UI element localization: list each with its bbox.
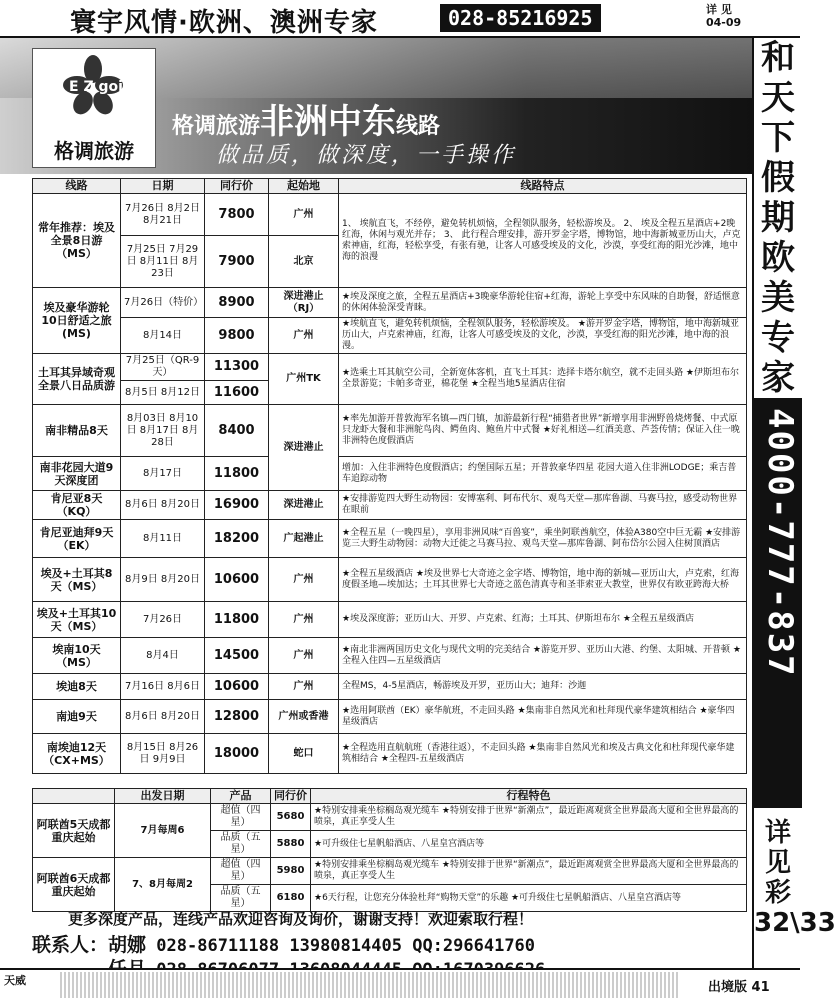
col-price: 同行价 bbox=[205, 179, 269, 194]
origin-cell: 广州或香港 bbox=[269, 700, 339, 734]
title-suffix: 线路 bbox=[396, 114, 441, 139]
date-cell: 8月5日 8月12日 bbox=[121, 381, 205, 405]
date-cell: 8月6日 8月20日 bbox=[121, 700, 205, 734]
contact-1 bbox=[32, 930, 535, 957]
logo-mark: E Z going bbox=[69, 79, 143, 95]
table-row bbox=[33, 558, 747, 602]
contact-1-tel: 028-86711188 bbox=[156, 936, 280, 956]
date-cell: 7月26日 bbox=[121, 602, 205, 638]
top-ref bbox=[706, 3, 741, 29]
uae-col-features: 行程特色 bbox=[311, 789, 747, 804]
product-cell: 超值（四星） bbox=[211, 804, 271, 831]
features-cell: ★率先加游开普敦海军名镇—西门镇，加游最新行程“捕猎者世界”新增享用非洲野兽烧烤餐、中式原只龙虾大餐和非洲鸵鸟肉、鳄鱼肉、鲍鱼片中式餐 ★好礼相送—红酒美意、芦荟传情；保证入住一晚非洲特色度假酒店 bbox=[339, 405, 747, 457]
origin-cell: 深进港止 bbox=[269, 405, 339, 491]
date-cell: 7、8月每周2 bbox=[115, 858, 211, 912]
features-cell: ★选乘土耳其航空公司，全新宽体客机，直飞土耳其：选择卡塔尔航空，就不走回头路 ★伊斯坦布尔全景游览；卡帕多奇亚，棉花堡 ★全程当地5星酒店住宿 bbox=[339, 354, 747, 405]
price-cell: 9800 bbox=[205, 318, 269, 354]
table-row bbox=[33, 288, 747, 318]
side-phone-box bbox=[754, 398, 802, 808]
features-cell: 1、 埃航直飞，不经停，避免转机烦恼，全程领队服务，轻松游埃及。 2、 埃及全程五星酒店+2晚红海，休闲与观光并存； 3、 此行程合理安排，游开罗金字塔，博物馆，地中海新城亚历山大，卢克索神庙，红海，轻松享受，有张有驰，让客人可感受埃及的文化，沙漠，享受红海的阳光沙滩，地中海的浪漫 bbox=[339, 194, 747, 288]
price-cell: 16900 bbox=[205, 491, 269, 520]
product-cell: 品质（五星） bbox=[211, 831, 271, 858]
col-origin: 起始地 bbox=[269, 179, 339, 194]
route-cell: 埃及+土耳其8天（MS） bbox=[33, 558, 121, 602]
route-cell: 阿联酋6天成都重庆起始 bbox=[33, 858, 115, 912]
route-cell: 埃及豪华游轮10日舒适之旅(MS) bbox=[33, 288, 121, 354]
route-cell: 埃南10天（MS） bbox=[33, 638, 121, 674]
product-cell: 品质（五星） bbox=[211, 885, 271, 912]
origin-cell: 北京 bbox=[269, 236, 339, 288]
route-cell: 肯尼亚迪拜9天（EK） bbox=[33, 520, 121, 558]
top-ref-label: 详 见 bbox=[706, 3, 732, 16]
origin-cell: 广州 bbox=[269, 638, 339, 674]
side-see-pages: 详见彩32\33 bbox=[754, 818, 836, 938]
price-cell: 7900 bbox=[205, 236, 269, 288]
banner-slogan: 做品质，做深度，一手操作 bbox=[216, 143, 517, 168]
bottom-strip bbox=[0, 968, 800, 1002]
top-brand: 寰宇风情·欧洲、澳洲专家 bbox=[70, 8, 378, 38]
main-ad bbox=[0, 38, 752, 1000]
contact-1-mobile: 13980814405 bbox=[289, 936, 402, 956]
top-phone: 028-85216925 bbox=[440, 4, 601, 32]
date-cell: 7月16日 8月6日 bbox=[121, 674, 205, 700]
date-cell: 8月14日 bbox=[121, 318, 205, 354]
origin-cell: 广州 bbox=[269, 194, 339, 236]
uae-col-date: 出发日期 bbox=[115, 789, 211, 804]
price-cell: 8400 bbox=[205, 405, 269, 457]
uae-header-row bbox=[33, 789, 747, 804]
date-cell: 8月4日 bbox=[121, 638, 205, 674]
route-cell: 埃迪8天 bbox=[33, 674, 121, 700]
date-cell: 8月03日 8月10日 8月17日 8月28日 bbox=[121, 405, 205, 457]
route-cell: 南非花园大道9天深度团 bbox=[33, 457, 121, 491]
price-cell: 12800 bbox=[205, 700, 269, 734]
price-cell: 11800 bbox=[205, 602, 269, 638]
logo-text: 格调旅游 bbox=[54, 139, 134, 163]
features-cell: ★特别安排乘坐棕榈岛观光缆车 ★特别安排于世界“新潮点”，最近距离观赏全世界最高大厦和全世界最高的喷泉，真正享受人生 bbox=[311, 858, 747, 885]
col-route: 线路 bbox=[33, 179, 121, 194]
product-cell: 超值（四星） bbox=[211, 858, 271, 885]
origin-cell: 深进港止（RJ） bbox=[269, 288, 339, 318]
features-cell: ★埃航直飞，避免转机烦恼，全程领队服务，轻松游埃及。 ★游开罗金字塔，博物馆，地中海新城亚历山大，卢克索神庙，红海，让客人可感受埃及的文化，沙漠，享受红海的阳光沙滩，地中海的浪漫。 bbox=[339, 318, 747, 354]
table-row bbox=[33, 491, 747, 520]
price-cell: 8900 bbox=[205, 288, 269, 318]
features-cell: ★6天行程，让您充分体验杜拜“购物天堂”的乐趣 ★可升级住七星帆船酒店、八星皇宫酒店等 bbox=[311, 885, 747, 912]
origin-cell: 广州TK bbox=[269, 354, 339, 405]
features-cell: ★埃及深度游；亚历山大、开罗、卢克索、红海；土耳其、伊斯坦布尔 ★全程五星级酒店 bbox=[339, 602, 747, 638]
origin-cell: 蛇口 bbox=[269, 734, 339, 774]
price-cell: 5880 bbox=[271, 831, 311, 858]
more-products-note: 更多深度产品，连线产品欢迎咨询及询价，谢谢支持！欢迎索取行程！ bbox=[68, 910, 534, 928]
side-phone: 4000-777-837 bbox=[760, 408, 800, 678]
table-row bbox=[33, 520, 747, 558]
top-ref-pages: 04-09 bbox=[706, 16, 742, 29]
date-cell: 7月25日（QR-9天） bbox=[121, 354, 205, 381]
features-cell: ★特别安排乘坐棕榈岛观光缆车 ★特别安排于世界“新潮点”，最近距离观赏全世界最高大厦和全世界最高的喷泉，真正享受人生 bbox=[311, 804, 747, 831]
price-cell: 11300 bbox=[205, 354, 269, 381]
price-cell: 6180 bbox=[271, 885, 311, 912]
features-cell: 增加：入住非洲特色度假酒店；约堡国际五星；开普敦豪华四星 花园大道入住非洲LODGE；乘吉普车追踪动物 bbox=[339, 457, 747, 491]
table-row bbox=[33, 602, 747, 638]
features-cell: ★全程五星（一晚四星），享用非洲风味“百兽宴”，乘坐阿联酋航空，体验A380空中巨无霸 ★安排游览三大野生动物园：动物大迁徙之马赛马拉、观鸟天堂—那库鲁湖、阿布岱尔公园入住树顶酒店 bbox=[339, 520, 747, 558]
table-row bbox=[33, 194, 747, 236]
price-cell: 5680 bbox=[271, 804, 311, 831]
route-cell: 南迪9天 bbox=[33, 700, 121, 734]
side-ad bbox=[752, 38, 836, 1000]
date-cell: 7月26日 8月2日 8月21日 bbox=[121, 194, 205, 236]
title-prefix: 格调旅游 bbox=[172, 114, 261, 139]
features-cell: 全程MS，4-5星酒店，畅游埃及开罗，亚历山大；迪拜：沙迦 bbox=[339, 674, 747, 700]
date-cell: 8月17日 bbox=[121, 457, 205, 491]
bottom-fine-print bbox=[60, 972, 680, 998]
date-cell: 7月25日 7月29日 8月11日 8月23日 bbox=[121, 236, 205, 288]
date-cell: 7月26日（特价） bbox=[121, 288, 205, 318]
routes-table bbox=[32, 178, 747, 774]
table-row bbox=[33, 858, 747, 885]
top-ad-bar bbox=[0, 0, 800, 38]
side-tagline: 和天下假期欧美专家 bbox=[761, 38, 795, 398]
col-features: 线路特点 bbox=[339, 179, 747, 194]
features-cell: ★全程选用直航航班（香港往返），不走回头路 ★集南非自然风光和埃及古典文化和杜拜现代豪华建筑相结合 ★全程四-五星级酒店 bbox=[339, 734, 747, 774]
features-cell: ★选用阿联酋（EK）豪华航班，不走回头路 ★集南非自然风光和杜拜现代豪华建筑相结合 ★豪华四星级酒店 bbox=[339, 700, 747, 734]
origin-cell: 深进港止 bbox=[269, 491, 339, 520]
price-cell: 10600 bbox=[205, 558, 269, 602]
features-cell: ★埃及深度之旅，全程五星酒店+3晚豪华游轮住宿+红海，游轮上享受中东风味的自助餐，舒适惬意的休闲体验深受青睐。 bbox=[339, 288, 747, 318]
date-cell: 8月15日 8月26日 9月9日 bbox=[121, 734, 205, 774]
features-cell: ★南北非洲两国历史文化与现代文明的完美结合 ★游览开罗、亚历山大港、约堡、太阳城、开普顿 ★全程入住四—五星级酒店 bbox=[339, 638, 747, 674]
table-row bbox=[33, 318, 747, 354]
route-cell: 埃及+土耳其10天（MS） bbox=[33, 602, 121, 638]
origin-cell: 广州 bbox=[269, 674, 339, 700]
price-cell: 11800 bbox=[205, 457, 269, 491]
price-cell: 11600 bbox=[205, 381, 269, 405]
route-cell: 常年推荐：埃及全景8日游（MS） bbox=[33, 194, 121, 288]
date-cell: 8月6日 8月20日 bbox=[121, 491, 205, 520]
price-cell: 10600 bbox=[205, 674, 269, 700]
uae-col-route bbox=[33, 789, 115, 804]
date-cell: 7月每周6 bbox=[115, 804, 211, 858]
features-cell: ★安排游览四大野生动物园：安博塞利、阿布代尔、观鸟天堂—那库鲁湖、马赛马拉，感受动物世界在眼前 bbox=[339, 491, 747, 520]
table-row bbox=[33, 638, 747, 674]
date-cell: 8月11日 bbox=[121, 520, 205, 558]
origin-cell: 广州 bbox=[269, 558, 339, 602]
table-row bbox=[33, 804, 747, 831]
features-cell: ★全程五星级酒店 ★埃及世界七大奇迹之金字塔、博物馆，地中海的新城—亚历山大，卢克索，红海度假圣地—埃加达；土耳其世界七大奇迹之蓝色清真寺和圣菲索亚大教堂，世界仅有欧亚跨海大桥 bbox=[339, 558, 747, 602]
table-row bbox=[33, 734, 747, 774]
contact-1-qq: QQ:296641760 bbox=[412, 936, 536, 956]
table-row bbox=[33, 354, 747, 381]
bottom-brand: 天威 bbox=[4, 974, 26, 987]
route-cell: 土耳其异域奇观全景八日品质游 bbox=[33, 354, 121, 405]
contact-label: 联系人： bbox=[32, 934, 109, 956]
origin-cell: 广起港止 bbox=[269, 520, 339, 558]
title-main: 非洲中东 bbox=[260, 102, 397, 142]
page-number: 出境版 41 bbox=[708, 980, 770, 995]
price-cell: 18200 bbox=[205, 520, 269, 558]
routes-header-row bbox=[33, 179, 747, 194]
price-cell: 18000 bbox=[205, 734, 269, 774]
price-cell: 5980 bbox=[271, 858, 311, 885]
table-row bbox=[33, 674, 747, 700]
route-cell: 阿联酋5天成都重庆起始 bbox=[33, 804, 115, 858]
contact-1-name: 胡娜 bbox=[108, 934, 147, 956]
route-cell: 肯尼亚8天（KQ） bbox=[33, 491, 121, 520]
banner bbox=[0, 38, 752, 174]
price-cell: 14500 bbox=[205, 638, 269, 674]
col-date: 日期 bbox=[121, 179, 205, 194]
logo bbox=[32, 48, 156, 168]
origin-cell: 广州 bbox=[269, 602, 339, 638]
uae-table bbox=[32, 788, 747, 912]
date-cell: 8月9日 8月20日 bbox=[121, 558, 205, 602]
route-cell: 南埃迪12天（CX+MS） bbox=[33, 734, 121, 774]
uae-col-product: 产品 bbox=[211, 789, 271, 804]
price-cell: 7800 bbox=[205, 194, 269, 236]
page bbox=[0, 38, 836, 1000]
features-cell: ★可升级住七星帆船酒店、八星皇宫酒店等 bbox=[311, 831, 747, 858]
table-row bbox=[33, 457, 747, 491]
uae-col-price: 同行价 bbox=[271, 789, 311, 804]
table-row bbox=[33, 405, 747, 457]
origin-cell: 广州 bbox=[269, 318, 339, 354]
route-cell: 南非精品8天 bbox=[33, 405, 121, 457]
table-row bbox=[33, 700, 747, 734]
banner-title bbox=[172, 94, 440, 143]
